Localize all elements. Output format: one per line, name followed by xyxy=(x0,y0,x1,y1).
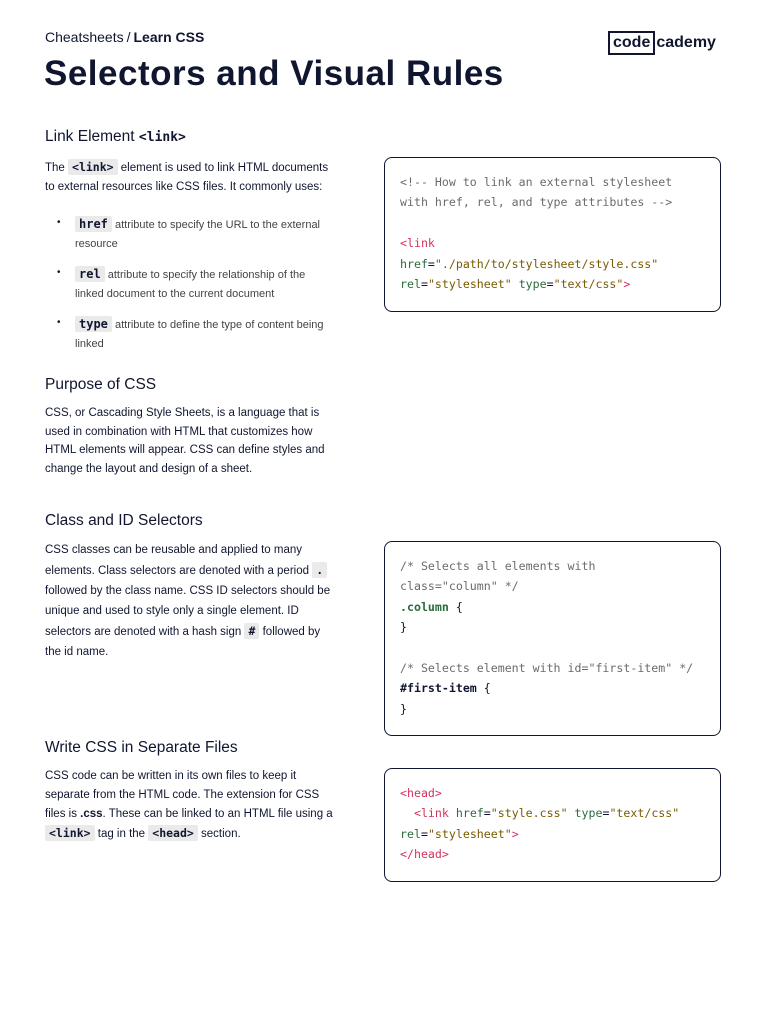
code-string: "stylesheet" xyxy=(427,826,512,841)
code-class-selector: .column xyxy=(400,599,449,614)
codecademy-logo[interactable] xyxy=(608,31,716,55)
purpose-description: CSS, or Cascading Style Sheets, is a language that is used in combination with HTML that customizes how HTML elements will appear. CSS can define styles and change the layout and design of a sheet. xyxy=(45,407,325,475)
list-item xyxy=(57,215,327,254)
link-element-description xyxy=(45,158,335,197)
section-title-separate-files: Write CSS in Separate Files xyxy=(45,739,238,756)
inline-code-rel: rel xyxy=(75,266,105,282)
separate-para-4: section. xyxy=(201,828,241,840)
inline-code-head: <head> xyxy=(148,825,198,841)
code-comment: class="column" */ xyxy=(400,579,519,594)
code-block-selectors xyxy=(384,541,721,736)
link-para-post: element is used to link HTML documents to external resources like CSS files. It commonly uses: xyxy=(45,162,329,193)
logo-box-text: code xyxy=(608,31,655,55)
inline-code-link: <link> xyxy=(45,825,95,841)
separate-para-2: . These can be linked to an HTML file using a xyxy=(102,808,333,820)
selectors-para-1: CSS classes can be reusable and applied to many elements. Class selectors are denoted with a period xyxy=(45,544,310,577)
bullet-icon: • xyxy=(57,317,61,328)
separate-para-3: tag in the xyxy=(97,828,146,840)
selectors-para-2: followed by the class name. CSS ID selectors should be unique and used to style only a single element. ID selectors are denoted with a hash sign xyxy=(45,585,331,638)
inline-code-href: href xyxy=(75,216,112,232)
code-brace: } xyxy=(400,620,407,635)
code-brace: } xyxy=(400,701,407,716)
code-attr: type xyxy=(518,277,547,292)
code-attr: rel xyxy=(400,277,421,292)
separate-para-1: CSS code can be written in its own files to keep it separate from the HTML code. The extension for CSS files is xyxy=(45,770,320,820)
inline-code-link: <link> xyxy=(68,159,118,175)
code-tag: > xyxy=(511,826,519,841)
logo-rest-text: cademy xyxy=(656,34,716,51)
code-attr: href xyxy=(400,256,428,271)
code-comment: <!-- How to link an external stylesheet xyxy=(400,175,673,189)
code-comment: /* Selects all elements with xyxy=(400,559,596,573)
section-title-code: <link> xyxy=(138,130,186,145)
code-attr: type xyxy=(574,806,603,821)
css-extension: .css xyxy=(80,808,103,820)
section-title-text: Link Element xyxy=(45,128,135,145)
code-tag: <link xyxy=(413,806,449,821)
code-tag: > xyxy=(623,277,631,292)
code-string: "style.css" xyxy=(490,806,568,821)
breadcrumb-separator: / xyxy=(126,29,131,45)
code-tag: <link xyxy=(400,236,435,251)
bullet-text: attribute to specify the relationship of the linked document to the current document xyxy=(75,269,306,300)
code-comment: with href, rel, and type attributes --> xyxy=(400,195,673,210)
inline-code-type: type xyxy=(75,316,112,332)
breadcrumb-parent-link[interactable]: Cheatsheets xyxy=(45,29,124,45)
list-item xyxy=(57,265,327,304)
code-block-link-element: <!-- How to link an external stylesheet with href, rel, and type attributes --> <link href="./path/to/stylesheet/style.css" rel="stylesheet" type="text/css"> xyxy=(384,157,721,312)
breadcrumb xyxy=(45,29,204,45)
code-block-separate-files: <head> <link href="style.css" type="text/css" rel="stylesheet"> </head> xyxy=(384,768,721,882)
bullet-text: attribute to specify the URL to the external resource xyxy=(75,219,321,250)
code-string: "text/css" xyxy=(553,277,624,292)
separate-files-description xyxy=(45,767,335,844)
inline-code-hash: # xyxy=(244,623,259,639)
inline-code-period: . xyxy=(312,562,327,578)
code-brace: { xyxy=(448,599,463,614)
section-title-purpose-of-css: Purpose of CSS xyxy=(45,376,157,393)
list-item xyxy=(57,315,327,354)
code-tag: </head> xyxy=(400,847,449,862)
bullet-icon: • xyxy=(57,217,61,228)
selectors-description xyxy=(45,540,335,662)
code-id-selector: #first-item xyxy=(400,681,477,696)
code-comment: /* Selects element with id="first-item" */ xyxy=(400,661,694,676)
code-attr: rel xyxy=(400,826,421,841)
section-title-class-id-selectors: Class and ID Selectors xyxy=(45,512,203,529)
code-brace: { xyxy=(476,681,491,696)
code-string: "text/css" xyxy=(609,806,680,821)
link-attributes-list xyxy=(57,215,327,365)
code-attr: href xyxy=(455,806,484,821)
selectors-para-3: followed by the id name. xyxy=(45,626,321,658)
code-string: "./path/to/stylesheet/style.css" xyxy=(434,256,659,271)
section-title-link-element xyxy=(45,128,186,146)
code-tag: <head> xyxy=(400,786,442,800)
page-title: Selectors and Visual Rules xyxy=(44,54,504,93)
bullet-icon: • xyxy=(57,267,61,278)
link-para-pre: The xyxy=(45,162,65,174)
breadcrumb-current-link[interactable]: Learn CSS xyxy=(133,29,205,45)
bullet-text: attribute to define the type of content being linked xyxy=(75,319,324,350)
code-string: "stylesheet" xyxy=(427,277,512,292)
